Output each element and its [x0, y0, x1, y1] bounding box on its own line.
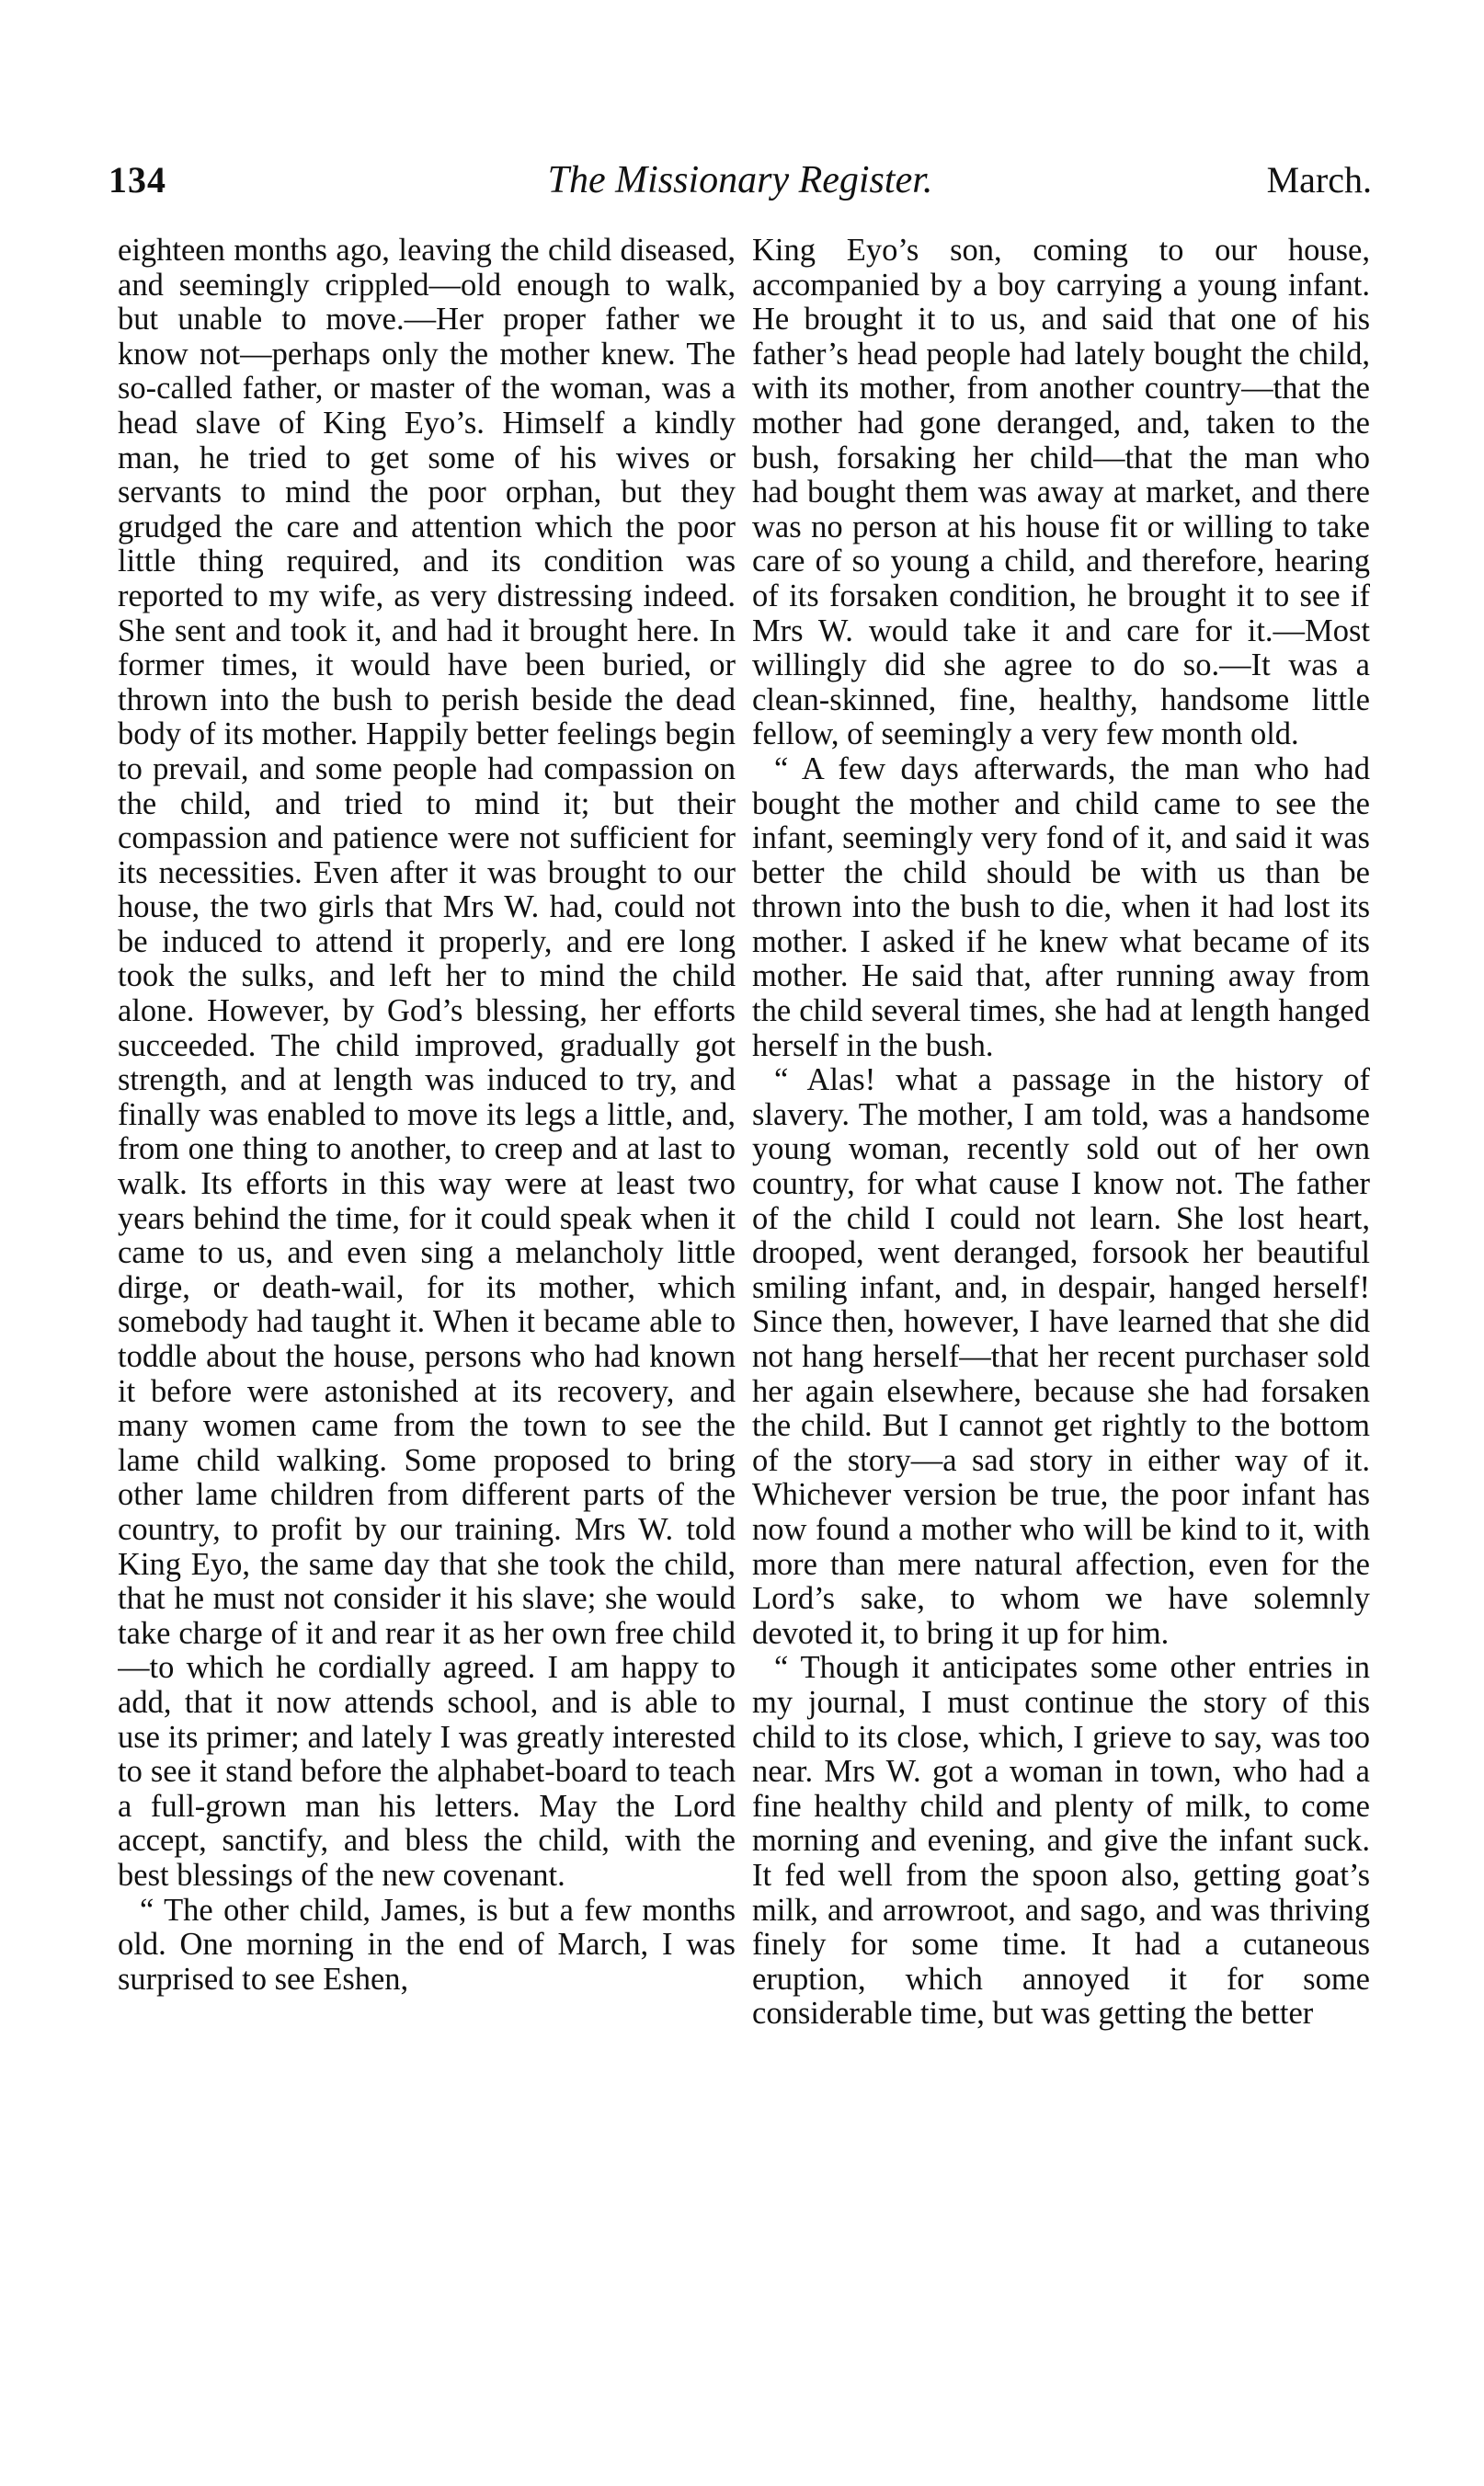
- paragraph: “ A few days afterwards, the man who had bought the mother and child came to see the infant, seemingly very fond of it, and said it was better the child should be with us than be thrown into the bush to die, when it had lost its mother. I asked if he knew what became of its mother. He said that, after running away from the child several times, she had at length hanged herself in the bush.: [752, 750, 1370, 1063]
- running-title: The Missionary Register.: [547, 159, 933, 201]
- right-column: [752, 234, 1370, 2459]
- paragraph: “ Alas! what a passage in the history of slavery. The mother, I am told, was a handsome young woman, recently sold out of her own country, for what cause I know not. The father of the child I could not learn. She lost heart, drooped, went deranged, forsook her beautiful smiling infant, and, in despair, hanged herself! Since then, however, I have learned that she did not hang herself—that her recent purchaser sold her again elsewhere, because she had forsaken the child. But I cannot get rightly to the bottom of the story—a sad story in either way of it. Whichever version be true, the poor infant has now found a mother who will be kind to it, with more than mere natural affection, even for the Lord’s sake, to whom we have solemnly devoted it, to bring it up for him.: [752, 1062, 1370, 1651]
- paragraph: “ Though it anticipates some other entries in my journal, I must continue the story of this child to its close, which, I grieve to say, was too near. Mrs W. got a woman in town, who had a fine healthy child and plenty of milk, to come morning and evening, and give the infant suck. It fed well from the spoon also, getting goat’s milk, and arrowroot, and sago, and was thriving finely for some time. It had a cutaneous eruption, which annoyed it for some considerable time, but was getting the better: [752, 1650, 1370, 2032]
- paragraph: eighteen months ago, leaving the child diseased, and seemingly crippled—old enough to walk, but unable to move.—Her proper father we know not—perhaps only the mother knew. The so-called father, or master of the woman, was a head slave of King Eyo’s. Himself a kindly man, he tried to get some of his wives or servants to mind the poor orphan, but they grudged the care and attention which the poor little thing required, and its condition was reported to my wife, as very distressing indeed. She sent and took it, and had it brought here. In former times, it would have been buried, or thrown into the bush to perish beside the dead body of its mother. Happily better feelings begin to prevail, and some people had compassion on the child, and tried to mind it; but their compassion and patience were not sufficient for its necessities. Even after it was brought to our house, the two girls that Mrs W. had, could not be induced to attend it properly, and ere long took the sulks, and left her to mind the child alone. However, by God’s blessing, her efforts succeeded. The child improved, gradually got strength, and at length was induced to try, and finally was enabled to move its legs a little, and, from one thing to another, to creep and at last to walk. Its efforts in this way were at least two years behind the time, for it could speak when it came to us, and even sing a melancholy little dirge, or death-wail, for its mother, which somebody had taught it. When it became able to toddle about the house, persons who had known it before were astonished at its recovery, and many women came from the town to see the lame child walking. Some proposed to bring other lame children from different parts of the country, to profit by our training. Mrs W. told King Eyo, the same day that she took the child, that he must not consider it his slave; she would take charge of it and rear it as her own free child—to which he cordially agreed. I am happy to add, that it now attends school, and is able to use its primer; and lately I was greatly interested to see it stand before the alphabet-board to teach a full-grown man his letters. May the Lord accept, sanctify, and bless the child, with the best blessings of the new covenant.: [118, 234, 736, 1893]
- running-month: March.: [1266, 159, 1372, 200]
- page-number: 134: [108, 159, 166, 200]
- page-header: [108, 158, 1372, 213]
- paragraph: King Eyo’s son, coming to our house, accompanied by a boy carrying a young infant. He brought it to us, and said that one of his father’s head people had lately bought the child, with its mother, from another country—that the mother had gone deranged, and, taken to the bush, forsaking her child—that the man who had bought them was away at market, and there was no person at his house fit or willing to take care of so young a child, and therefore, hearing of its forsaken condition, he brought it to see if Mrs W. would take it and care for it.—Most willingly did she agree to do so.—It was a clean-skinned, fine, healthy, handsome little fellow, of seemingly a very few month old.: [752, 234, 1370, 752]
- left-column: [118, 234, 736, 2459]
- paragraph: “ The other child, James, is but a few months old. One morning in the end of March, I was surprised to see Eshen,: [118, 1892, 736, 1997]
